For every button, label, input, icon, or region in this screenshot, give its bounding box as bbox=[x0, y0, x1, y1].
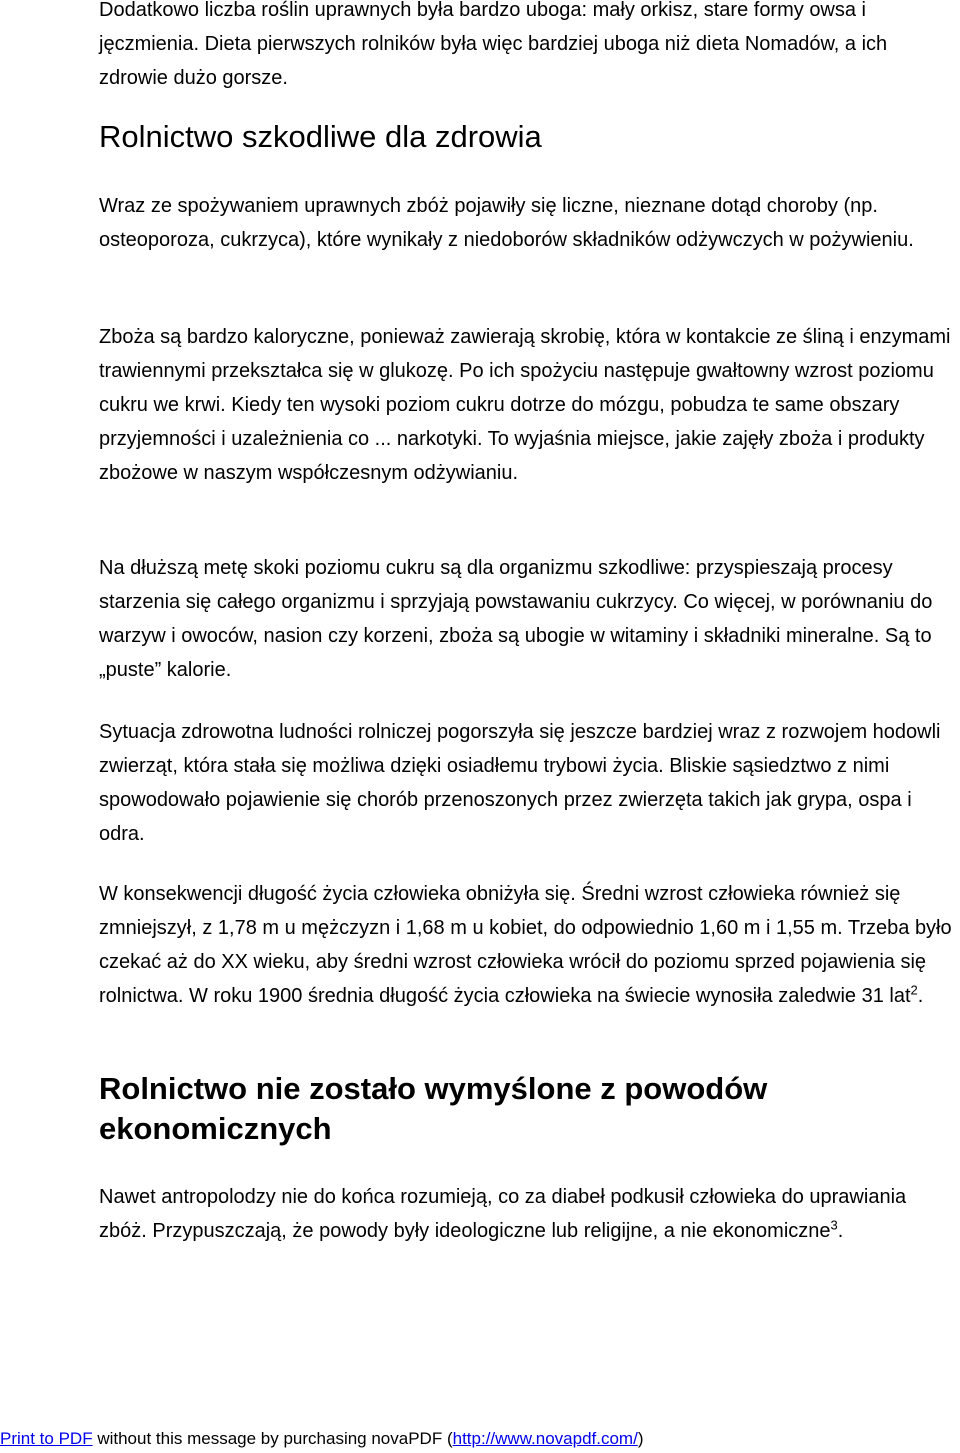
print-to-pdf-link[interactable]: Print to PDF bbox=[0, 1429, 93, 1448]
section-heading-health: Rolnictwo szkodliwe dla zdrowia bbox=[99, 119, 542, 154]
life-expectancy-end: . bbox=[917, 985, 924, 1007]
paragraph-sugar-spikes: Na dłuższą metę skoki poziomu cukru są dla organizmu szkodliwe: przyspieszają procesy starzenia się całego organizmu i sprzyjają powstawaniu cukrzycy. Co więcej, w porównaniu do warzyw i owoców, nasion czy korzeni, zboża są ubogie w witaminy i składniki mineralne. Są to „puste” kalorie. bbox=[99, 557, 933, 681]
section-heading-economic: Rolnictwo nie zostało wymyślone z powodów ekonomicznych bbox=[99, 1071, 768, 1146]
paragraph-animal-husbandry: Sytuacja zdrowotna ludności rolniczej pogorszyła się jeszcze bardziej wraz z rozwojem hodowli zwierząt, która stała się możliwa dzięki osiadłemu trybowi życia. Bliskie sąsiedztwo z nimi spowodowało pojawienie się chorób przenoszonych przez zwierzęta takich jak grypa, ospa i odra. bbox=[99, 721, 941, 845]
intro-paragraph: Dodatkowo liczba roślin uprawnych była bardzo uboga: mały orkisz, stare formy owsa i jęczmienia. Dieta pierwszych rolników była więc bardziej uboga niż dieta Nomadów, a ich zdrowie dużo gorsze. bbox=[99, 0, 888, 89]
paragraph-diseases: Wraz ze spożywaniem uprawnych zbóż pojawiły się liczne, nieznane dotąd choroby (np. osteoporoza, cukrzyca), które wynikały z niedoborów składników odżywczych w pożywieniu. bbox=[99, 195, 914, 251]
novapdf-url-link[interactable]: http://www.novapdf.com/ bbox=[452, 1429, 638, 1448]
paragraph-anthropologists bbox=[99, 1180, 939, 1248]
paragraph-grains-calories: Zboża są bardzo kaloryczne, ponieważ zawierają skrobię, która w kontakcie ze śliną i enzymami trawiennymi przekształca się w glukozę. Po ich spożyciu następuje gwałtowny wzrost poziomu cukru we krwi. Kiedy ten wysoki poziom cukru dotrze do mózgu, pobudza te same obszary przyjemności i uzależnienia co ... narkotyki. To wyjaśnia miejsce, jakie zajęły zboża i produkty zbożowe w naszym współczesnym odżywianiu. bbox=[99, 326, 951, 484]
footnote-ref-2: 2 bbox=[910, 982, 918, 998]
anthropologists-text: Nawet antropolodzy nie do końca rozumieją, co za diabeł podkusił człowieka do uprawiania zbóż. Przypuszczają, że powody były ideologiczne lub religijne, a nie ekonomiczne bbox=[99, 1186, 907, 1242]
life-expectancy-text: W konsekwencji długość życia człowieka obniżyła się. Średni wzrost człowieka również się zmniejszył, z 1,78 m u mężczyzn i 1,68 m u kobiet, do odpowiednio 1,60 m i 1,55 m. Trzeba było czekać aż do XX wieku, aby średni wzrost człowieka wrócił do poziomu sprzed pojawienia się rolnictwa. W roku 1900 średnia długość życia człowieka na świecie wynosiła zaledwie 31 lat bbox=[99, 883, 952, 1007]
footer-middle-text: without this message by purchasing novaPDF ( bbox=[92, 1429, 453, 1448]
footnote-ref-3: 3 bbox=[830, 1217, 838, 1233]
footer-end-text: ) bbox=[637, 1429, 644, 1448]
novapdf-footer bbox=[0, 1428, 643, 1450]
paragraph-life-expectancy bbox=[99, 877, 960, 1013]
anthropologists-end: . bbox=[837, 1220, 844, 1242]
